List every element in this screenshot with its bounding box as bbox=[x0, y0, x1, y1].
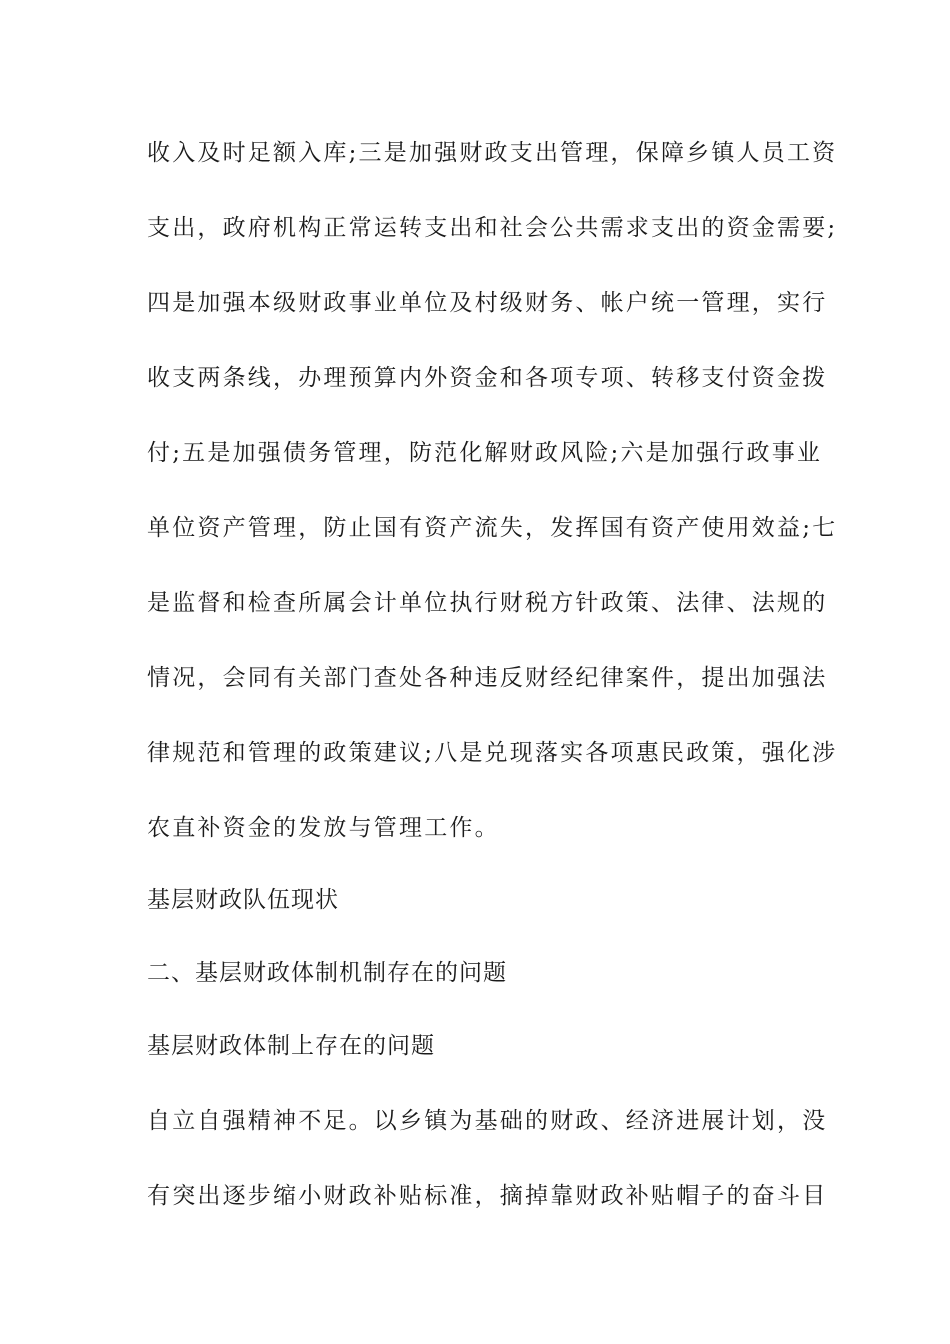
paragraph-1-line-2: 支出，政府机构正常运转支出和社会公共需求支出的资金需要; bbox=[147, 215, 838, 241]
paragraph-1-line-1: 收入及时足额入库;三是加强财政支出管理，保障乡镇人员工资 bbox=[147, 140, 838, 166]
paragraph-2-line-2: 有突出逐步缩小财政补贴标准，摘掉靠财政补贴帽子的奋斗目 bbox=[147, 1183, 828, 1209]
paragraph-1-line-6: 单位资产管理，防止国有资产流失，发挥国有资产使用效益;七 bbox=[147, 515, 838, 541]
paragraph-1-line-7: 是监督和检查所属会计单位执行财税方针政策、法律、法规的 bbox=[147, 590, 828, 616]
paragraph-1-line-4: 收支两条线，办理预算内外资金和各项专项、转移支付资金拨 bbox=[147, 365, 828, 391]
heading-team-status: 基层财政队伍现状 bbox=[147, 887, 339, 913]
heading-section-two: 二、基层财政体制机制存在的问题 bbox=[147, 960, 507, 986]
paragraph-1-line-10: 农直补资金的发放与管理工作。 bbox=[147, 815, 500, 841]
paragraph-2-line-1: 自立自强精神不足。以乡镇为基础的财政、经济进展计划，没 bbox=[147, 1108, 828, 1134]
paragraph-1-line-3: 四是加强本级财政事业单位及村级财务、帐户统一管理，实行 bbox=[147, 290, 828, 316]
paragraph-1-line-8: 情况，会同有关部门查处各种违反财经纪律案件，提出加强法 bbox=[147, 665, 828, 691]
paragraph-1-line-5: 付;五是加强债务管理，防范化解财政风险;六是加强行政事业 bbox=[147, 440, 823, 466]
heading-system-problems: 基层财政体制上存在的问题 bbox=[147, 1033, 435, 1059]
paragraph-1-line-9: 律规范和管理的政策建议;八是兑现落实各项惠民政策，强化涉 bbox=[147, 740, 838, 766]
